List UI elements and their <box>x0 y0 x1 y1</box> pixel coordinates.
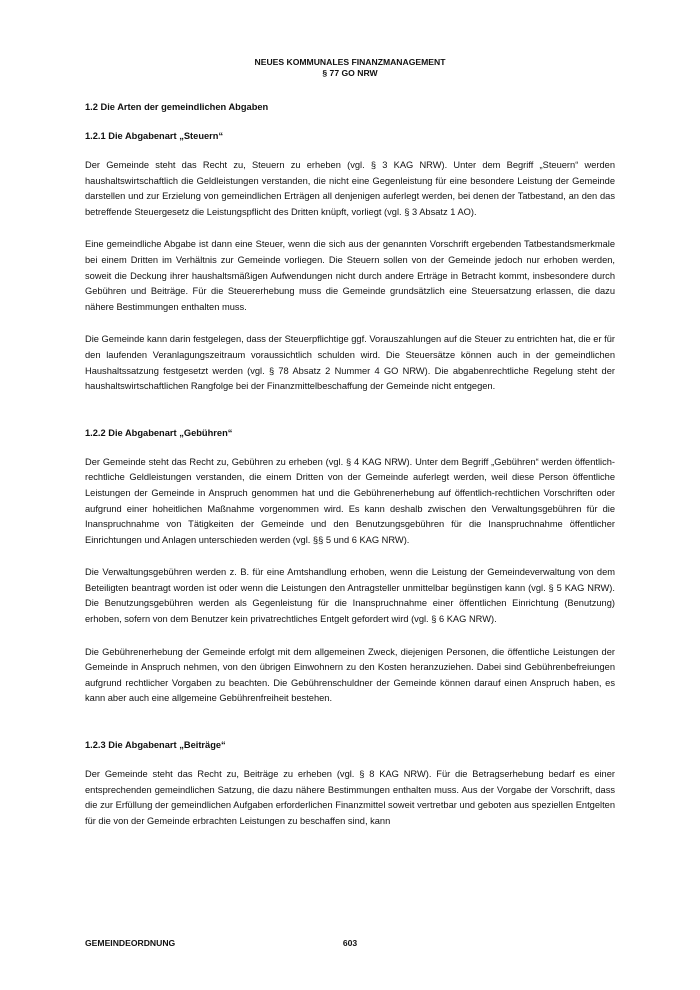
header-paragraph-ref: § 77 GO NRW <box>322 68 378 78</box>
footer-document-name: GEMEINDEORDNUNG <box>85 938 176 948</box>
paragraph: Der Gemeinde steht das Recht zu, Gebühren zu erheben (vgl. § 4 KAG NRW). Unter dem Begriff „Gebühren“ werden öffentlich-rechtliche Geldleistungen verstanden, die einem Dritten von der Gemeinde auferlegt werden, weil diese Person öffentliche Leistungen der Gemeinde in Anspruch genommen hat und die Gebührenerhebung auf öffentlich-rechtlichen Vorschriften oder aufgrund einer hoheitlichen Maßnahme vorgenommen wird. Es kann deshalb zwischen den Verwaltungsgebühren für die Inanspruchnahme von Tätigkeiten der Gemeinde und den Benutzungsgebühren für die Inanspruchnahme öffentlicher Einrichtungen und Anlagen unterschieden werden (vgl. §§ 5 und 6 KAG NRW). <box>85 456 615 545</box>
paragraph: Die Gemeinde kann darin festgelegen, dass der Steuerpflichtige ggf. Vorauszahlungen auf die Steuer zu entrichten hat, die er für den laufenden Veranlagungszeitraum voraussichtlich schulden wird. Die Steuersätze können auch in der gemeindlichen Haushaltssatzung festgesetzt werden (vgl. § 78 Absatz 2 Nummer 4 GO NRW). Die abgabenrechtliche Regelung steht der haushaltswirtschaftlichen Rangfolge bei der Finanzmittelbeschaffung der Gemeinde nicht entgegen. <box>85 334 615 392</box>
paragraph: Der Gemeinde steht das Recht zu, Beiträge zu erheben (vgl. § 8 KAG NRW). Für die Betragserhebung bedarf es einer entsprechenden gemeindlichen Satzung, die dazu nähere Bestimmungen enthalten muss. Aus der Vorgabe der Vorschrift, dass die zur Erfüllung der gemeindlichen Aufgaben erforderlichen Finanzmittel soweit vertretbar und geboten aus speziellen Entgelten für die von der Gemeinde erbrachten Leistungen zu beschaffen sind, kann <box>85 769 615 826</box>
paragraph: Der Gemeinde steht das Recht zu, Steuern zu erheben (vgl. § 3 KAG NRW). Unter dem Begriff „Steuern“ werden haushaltswirtschaftlich die Geldleistungen verstanden, die nicht eine Gegenleistung für eine besondere Leistung der Gemeinde darstellen und zur Erzielung von gemeindlichen Erträgen all denjenigen auferlegt werden, bei denen der Tatbestand, an den das betreffende Steuergesetz die Leistungspflicht des Dritten knüpft, vorliegt (vgl. § 3 Absatz 1 AO). <box>85 160 615 217</box>
page-header <box>0 57 700 79</box>
subsection-heading-beitraege: 1.2.3 Die Abgabenart „Beiträge“ <box>85 740 226 751</box>
subsection-heading-steuern: 1.2.1 Die Abgabenart „Steuern“ <box>85 131 224 141</box>
paragraph: Die Gebührenerhebung der Gemeinde erfolgt mit dem allgemeinen Zweck, diejenigen Personen, die öffentliche Leistungen der Gemeinde in Anspruch nehmen, von den übrigen Einwohnern zu den Kosten heranzuziehen. Dabei sind Gebührenbefreiungen aufgrund rechtlicher Vorgaben zu beachten. Die Gebührenschuldner der Gemeinde können darauf einen Anspruch haben, es kann aber auch eine allgemeine Gebührenfreiheit bestehen. <box>85 646 615 704</box>
paragraph: Die Verwaltungsgebühren werden z. B. für eine Amtshandlung erhoben, wenn die Leistung der Gemeindeverwaltung von dem Beteiligten beantragt worden ist oder wenn die Leistungen den Antragsteller unmittelbar begünstigen kann (vgl. § 5 KAG NRW). Die Benutzungsgebühren werden als Gegenleistung für die Inanspruchnahme einer öffentlichen Einrichtung (Benutzung) erhoben, sofern von dem Benutzer kein privatrechtliches Entgelt gefordert wird (vgl. § 6 KAG NRW). <box>85 567 615 625</box>
paragraph: Eine gemeindliche Abgabe ist dann eine Steuer, wenn die sich aus der genannten Vorschrift ergebenden Tatbestandsmerkmale bei einem Dritten im Verhältnis zur Gemeinde vorliegen. Die Steuern sollen von der Gemeinde jedoch nur erhoben werden, soweit die Deckung ihrer haushaltsmäßigen Aufwendungen nicht durch andere Erträge in Betracht kommt, insbesondere durch Gebühren und Beiträge. Für die Steuererhebung muss die Gemeinde grundsätzlich eine Steuersatzung erlassen, die dazu nähere Bestimmungen enthalten muss. <box>85 239 615 312</box>
section-heading: 1.2 Die Arten der gemeindlichen Abgaben <box>85 102 269 112</box>
page-number: 603 <box>342 938 358 948</box>
subsection-heading-gebuehren: 1.2.2 Die Abgabenart „Gebühren“ <box>85 427 233 438</box>
header-title: NEUES KOMMUNALES FINANZMANAGEMENT <box>254 57 446 67</box>
page-content <box>85 101 615 846</box>
